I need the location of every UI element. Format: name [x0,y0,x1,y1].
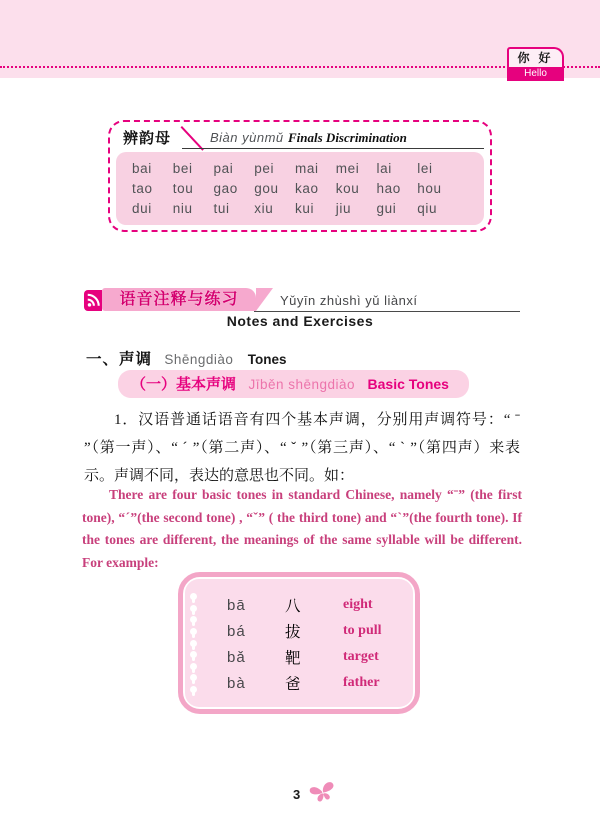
tone-example-row [227,620,401,642]
finals-cell: kou [335,180,360,196]
finals-cell: niu [172,200,193,216]
finals-cell: bei [172,161,193,177]
lesson-tab [507,47,564,81]
finals-cell: kui [295,200,315,216]
tone-example-row [227,646,401,668]
finals-table-row [132,181,458,196]
binding-hole [190,616,197,623]
finals-box-title-pinyin: Biàn yùnmǔ [210,130,284,145]
finals-cell: gui [376,200,397,216]
example-english: target [343,649,379,664]
finals-cell: xiu [254,200,274,216]
example-pinyin: bā [227,596,246,614]
finals-cell: pai [213,161,234,177]
tone-example-row [227,594,401,616]
rss-signal-icon [84,290,102,311]
binding-hole [190,663,197,670]
tone-examples-panel [185,579,413,707]
finals-cell: tou [172,180,194,196]
example-pinyin: bǎ [227,648,246,666]
finals-table-row [132,161,458,176]
example-hanzi: 靶 [285,650,301,667]
finals-cell: pei [254,161,275,177]
binding-hole [190,640,197,647]
example-pinyin: bà [227,674,246,692]
section-banner [102,288,256,311]
finals-cell: mei [335,161,360,177]
example-english: father [343,675,380,690]
binding-hole [190,605,197,612]
tones-paragraph-english: There are four basic tones in standard Chinese, namely “ˉ” (the first tone), “ˊ”(the second tone) , “ˇ” ( the third tone) and “ˋ”(the fourth tone). If the tones are different, the meanings of the same syllable will be different. For example: [82,487,522,570]
section-header [84,288,520,312]
binding-hole [190,674,197,681]
finals-discrimination-box [108,120,492,232]
finals-cell: lai [376,161,392,177]
section-underline [254,311,520,312]
finals-cell: qiu [417,200,438,216]
example-english: to pull [343,623,382,638]
finals-cell: mai [295,161,319,177]
binding-hole [190,593,197,600]
example-hanzi: 拔 [285,624,301,641]
spiral-binding [190,593,197,693]
example-english: eight [343,597,373,612]
finals-cell: dui [132,200,152,216]
finals-cell: hou [417,180,442,196]
finals-cell: bai [132,161,152,177]
tone-example-row [227,672,401,694]
section-title-pinyin: Yǔyīn zhùshì yǔ liànxí [280,293,418,308]
finals-cell: lei [417,161,433,177]
finals-cell: tui [213,200,230,216]
finals-cell: gou [254,180,279,196]
subheading-english: Basic Tones [367,376,449,392]
finals-box-title-english: Finals Discrimination [288,130,407,145]
example-hanzi: 八 [285,598,301,615]
subheading-pinyin: Jīběn shēngdiào [248,377,356,392]
finals-cell: kao [295,180,319,196]
example-hanzi: 爸 [285,676,301,693]
finals-cell: hao [376,180,401,196]
tone-examples-box [178,572,420,714]
finals-box-underline [182,148,484,149]
basic-tones-subheading [118,370,469,398]
finals-cell: jiu [335,200,352,216]
section-title-chinese: 语音注释与练习 [119,291,239,308]
page-footer [293,779,337,809]
tones-heading-chinese: 一、声调 [86,351,153,368]
finals-cell: gao [213,180,238,196]
section-title-english: Notes and Exercises [226,313,374,329]
finals-cell: tao [132,180,153,196]
tone-example-list [227,594,401,694]
page-number: 3 [293,786,301,802]
butterfly-icon [307,779,337,809]
binding-hole [190,686,197,693]
subheading-chinese: （一）基本声调 [131,376,237,393]
tones-heading [86,347,286,369]
binding-hole [190,628,197,635]
example-pinyin: bá [227,622,246,640]
tones-heading-english: Tones [247,352,287,367]
binding-hole [190,651,197,658]
tones-heading-pinyin: Shēngdiào [164,352,234,367]
page-header-band [0,0,600,78]
finals-table-row [132,201,458,216]
tones-paragraph-chinese: 1．汉语普通话语音有四个基本声调，分别用声调符号：“ ˉ ”（第一声）、“ ˊ ”（第二声）、“ ˇ ”（第三声）、“ ˋ ”（第四声）来表示。声调不同，表达的意思也不同。如： [84,412,520,484]
lesson-tab-chinese: 你 好 [507,47,564,67]
finals-box-title-chinese: 辨韵母 [123,130,172,147]
lesson-tab-english: Hello [507,67,564,81]
finals-table [116,152,484,225]
